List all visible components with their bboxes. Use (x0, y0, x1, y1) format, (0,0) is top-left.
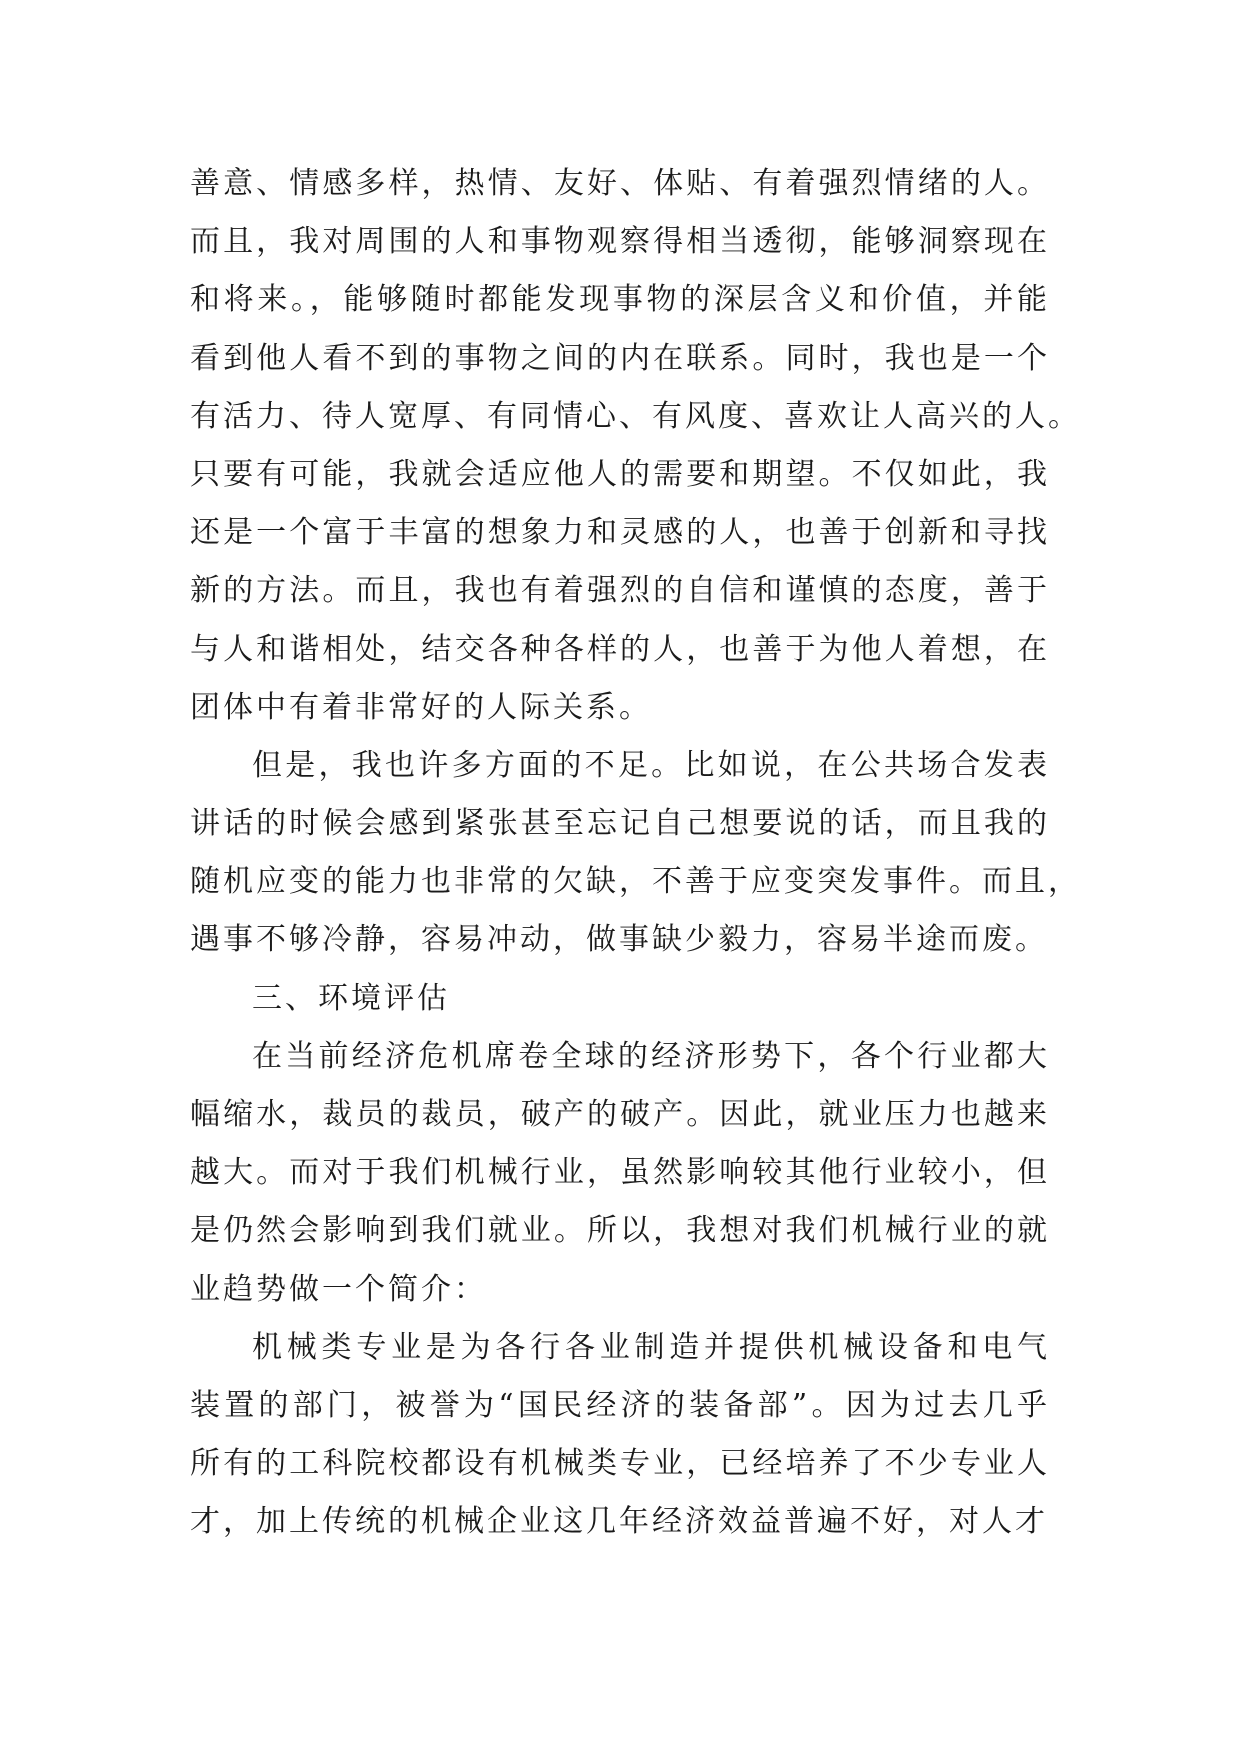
text-line: 在当前经济危机席卷全球的经济形势下，各个行业都大 (252, 1038, 1050, 1074)
text-line: 幅缩水，裁员的裁员，破产的破产。因此，就业压力也越来 (190, 1097, 1050, 1132)
text-line: 业趋势做一个简介： (190, 1271, 487, 1307)
text-line: 随机应变的能力也非常的欠缺，不善于应变突发事件。而且， (190, 864, 1081, 900)
text-line: 越大。而对于我们机械行业，虽然影响较其他行业较小，但 (190, 1155, 1050, 1191)
text-line: 和将来。，能够随时都能发现事物的深层含义和价值，并能 (190, 282, 1050, 318)
paragraph-environment-economy (190, 1028, 1050, 1319)
text-line: 看到他人看不到的事物之间的内在联系。同时，我也是一个 (190, 340, 1050, 376)
paragraph-self-assessment-strengths (190, 155, 1081, 737)
text-line: 与人和谐相处，结交各种各样的人，也善于为他人着想，在 (190, 631, 1050, 667)
text-line: 团体中有着非常好的人际关系。 (190, 689, 652, 725)
text-line: 是仍然会影响到我们就业。所以，我想对我们机械行业的就 (190, 1213, 1050, 1249)
paragraph-environment-mechanical (190, 1319, 1050, 1552)
text-line: 有活力、待人宽厚、有同情心、有风度、喜欢让人高兴的人。 (190, 398, 1081, 434)
text-line: 但是，我也许多方面的不足。比如说，在公共场合发表 (252, 747, 1050, 783)
text-line: 遇事不够冷静，容易冲动，做事缺少毅力，容易半途而废。 (190, 922, 1048, 958)
text-line: 善意、情感多样，热情、友好、体贴、有着强烈情绪的人。 (190, 166, 1050, 201)
text-line: 三、环境评估 (252, 980, 450, 1016)
section-heading-environment (190, 970, 1050, 1028)
paragraph-self-assessment-weaknesses (190, 737, 1081, 970)
text-line: 还是一个富于丰富的想象力和灵感的人，也善于创新和寻找 (190, 515, 1050, 551)
text-line: 只要有可能，我就会适应他人的需要和期望。不仅如此，我 (190, 456, 1050, 492)
text-line: 所有的工科院校都设有机械类专业，已经培养了不少专业人 (190, 1446, 1050, 1482)
text-line: 而且，我对周围的人和事物观察得相当透彻，能够洞察现在 (190, 224, 1050, 260)
document-body (190, 155, 1081, 1552)
text-line: 机械类专业是为各行各业制造并提供机械设备和电气 (252, 1329, 1050, 1365)
text-line: 才，加上传统的机械企业这几年经济效益普遍不好，对人才 (190, 1504, 1048, 1540)
text-line: 讲话的时候会感到紧张甚至忘记自己想要说的话，而且我的 (190, 806, 1050, 842)
text-line: 装置的部门，被誉为“国民经济的装备部”。因为过去几乎 (190, 1387, 1050, 1423)
text-line: 新的方法。而且，我也有着强烈的自信和谨慎的态度，善于 (190, 573, 1050, 609)
